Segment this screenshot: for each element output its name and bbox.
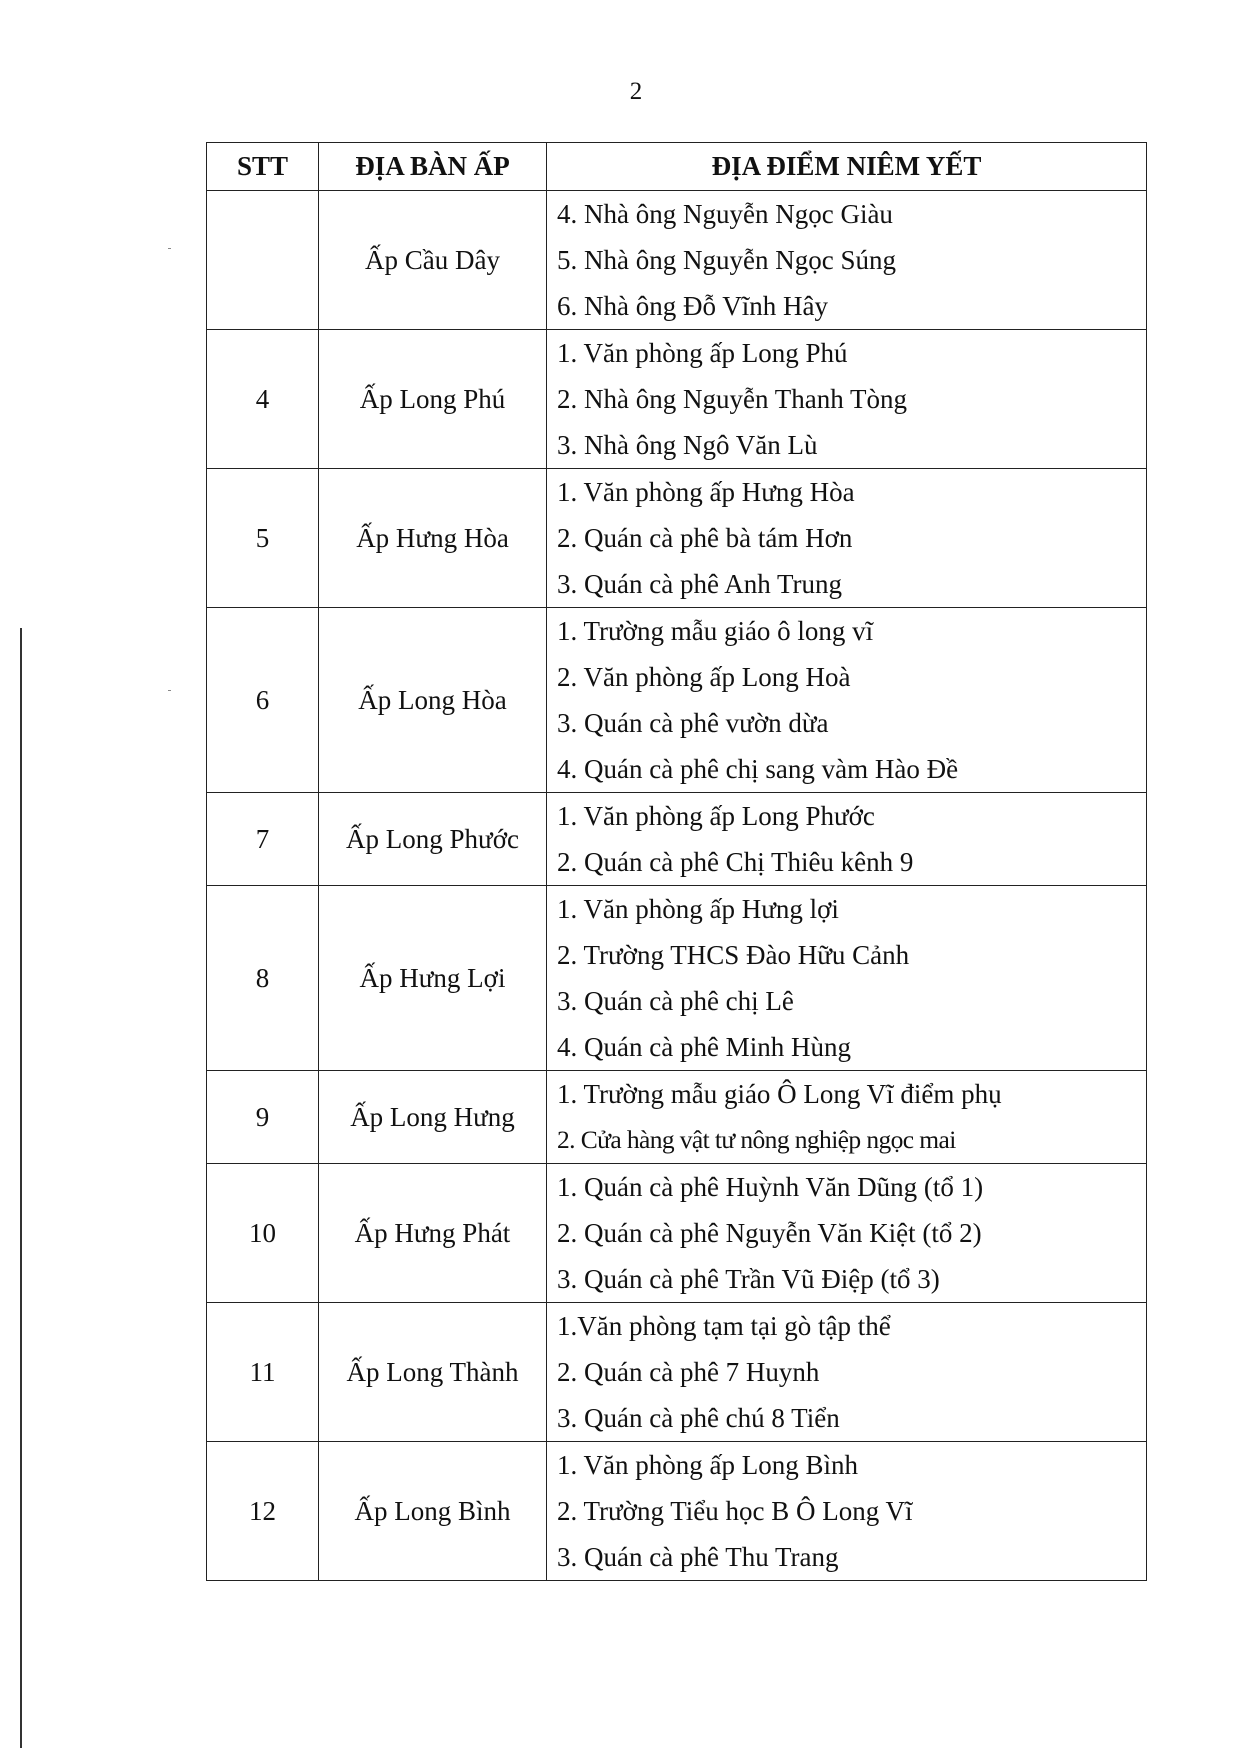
location-item: 1. Trường mẫu giáo ô long vĩ [557,616,874,646]
location-item: 3. Quán cà phê vườn dừa [557,708,829,738]
location-item: 1. Văn phòng ấp Long Bình [557,1450,858,1480]
location-item: 1. Văn phòng ấp Long Phước [557,801,875,831]
location-item: 1. Văn phòng ấp Hưng Hòa [557,477,855,507]
location-item: 5. Nhà ông Nguyễn Ngọc Súng [557,245,896,275]
header-dia-diem-niem-yet: ĐỊA ĐIỂM NIÊM YẾT [547,143,1147,191]
location-item: 2. Trường THCS Đào Hữu Cảnh [557,940,910,970]
row-locations [547,1164,1147,1303]
location-item: 2. Quán cà phê Nguyễn Văn Kiệt (tổ 2) [557,1218,982,1248]
row-locations [547,793,1147,886]
table-row [207,1164,1147,1303]
location-item: 1. Quán cà phê Huỳnh Văn Dũng (tổ 1) [557,1172,984,1202]
location-item: 4. Quán cà phê chị sang vàm Hào Đề [557,754,959,784]
table-row [207,191,1147,330]
row-locations [547,1303,1147,1442]
row-stt: 4 [207,330,319,469]
location-item: 2. Trường Tiểu học B Ô Long Vĩ [557,1496,913,1526]
location-item: 2. Cửa hàng vật tư nông nghiệp ngọc mai [557,1125,956,1154]
row-stt [207,191,319,330]
location-item: 2. Quán cà phê Chị Thiêu kênh 9 [557,847,914,877]
row-locations [547,886,1147,1071]
row-ap: Ấp Cầu Dây [319,191,547,330]
row-locations [547,469,1147,608]
row-stt: 9 [207,1071,319,1164]
row-locations [547,191,1147,330]
scan-speck [168,690,171,691]
scan-speck [168,248,171,249]
location-item: 1. Trường mẫu giáo Ô Long Vĩ điểm phụ [557,1079,1002,1109]
row-ap: Ấp Long Phước [319,793,547,886]
location-item: 3. Quán cà phê Trần Vũ Điệp (tổ 3) [557,1264,940,1294]
row-stt: 6 [207,608,319,793]
location-item: 3. Quán cà phê chú 8 Tiển [557,1403,840,1433]
row-locations [547,330,1147,469]
table-row [207,469,1147,608]
row-locations [547,1442,1147,1581]
table-row [207,608,1147,793]
row-ap: Ấp Long Phú [319,330,547,469]
posting-locations-table [206,142,1147,1581]
location-item: 1.Văn phòng tạm tại gò tập thể [557,1311,891,1341]
location-item: 2. Quán cà phê bà tám Hơn [557,523,853,553]
scan-margin-line [20,628,22,1748]
location-item: 4. Nhà ông Nguyễn Ngọc Giàu [557,199,893,229]
location-item: 2. Nhà ông Nguyễn Thanh Tòng [557,384,907,414]
row-stt: 12 [207,1442,319,1581]
row-locations [547,1071,1147,1164]
location-item: 3. Quán cà phê Anh Trung [557,569,842,599]
table-row [207,886,1147,1071]
location-item: 4. Quán cà phê Minh Hùng [557,1032,851,1062]
row-stt: 5 [207,469,319,608]
table-header-row [207,143,1147,191]
header-stt: STT [207,143,319,191]
location-item: 3. Quán cà phê Thu Trang [557,1542,839,1572]
location-item: 1. Văn phòng ấp Long Phú [557,338,848,368]
location-item: 2. Văn phòng ấp Long Hoà [557,662,851,692]
location-item: 6. Nhà ông Đỗ Vĩnh Hây [557,291,828,321]
row-stt: 8 [207,886,319,1071]
row-ap: Ấp Hưng Phát [319,1164,547,1303]
row-stt: 10 [207,1164,319,1303]
table-row [207,1303,1147,1442]
location-item: 3. Quán cà phê chị Lê [557,986,794,1016]
table-row [207,330,1147,469]
location-item: 3. Nhà ông Ngô Văn Lù [557,430,818,460]
row-ap: Ấp Long Bình [319,1442,547,1581]
row-ap: Ấp Hưng Hòa [319,469,547,608]
row-locations [547,608,1147,793]
table-row [207,1071,1147,1164]
table-row [207,793,1147,886]
row-stt: 7 [207,793,319,886]
table-row [207,1442,1147,1581]
row-ap: Ấp Long Hòa [319,608,547,793]
row-ap: Ấp Long Hưng [319,1071,547,1164]
row-ap: Ấp Hưng Lợi [319,886,547,1071]
location-item: 1. Văn phòng ấp Hưng lợi [557,894,839,924]
row-ap: Ấp Long Thành [319,1303,547,1442]
header-dia-ban-ap: ĐỊA BÀN ẤP [319,143,547,191]
location-item: 2. Quán cà phê 7 Huynh [557,1357,820,1387]
page-number: 2 [629,78,643,105]
row-stt: 11 [207,1303,319,1442]
